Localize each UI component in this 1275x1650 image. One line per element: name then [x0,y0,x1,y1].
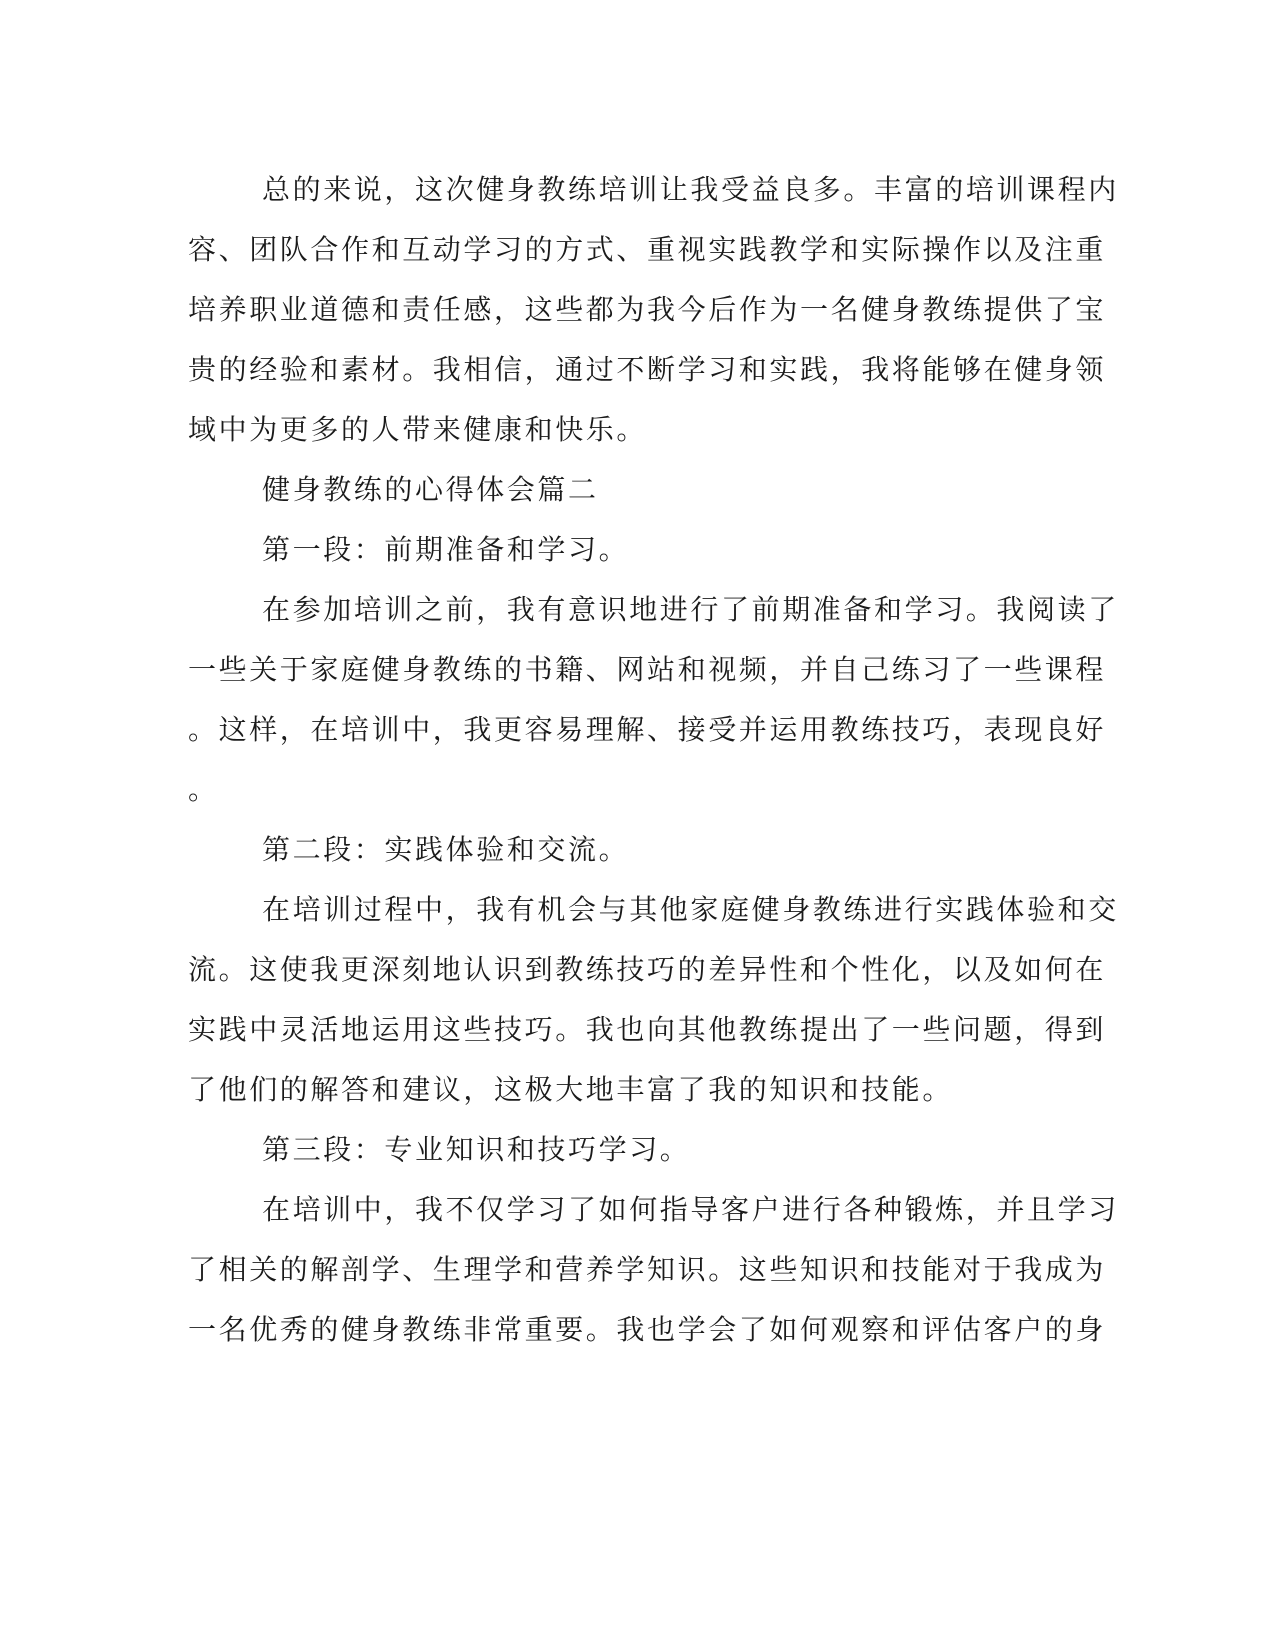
paragraph-summary-line: 容、团队合作和互动学习的方式、重视实践教学和实际操作以及注重 [188,233,1107,266]
section-title: 健身教练的心得体会篇二 [262,473,599,506]
paragraph-heading-1: 第一段：前期准备和学习。 [262,533,630,566]
paragraph-2-line: 了他们的解答和建议，这极大地丰富了我的知识和技能。 [188,1073,954,1106]
paragraph-1-line: 。这样，在培训中，我更容易理解、接受并运用教练技巧，表现良好 [188,713,1107,746]
paragraph-summary-line: 总的来说，这次健身教练培训让我受益良多。丰富的培训课程内 [262,173,1119,206]
paragraph-summary-line: 域中为更多的人带来健康和快乐。 [188,413,648,446]
paragraph-2-line: 流。这使我更深刻地认识到教练技巧的差异性和个性化，以及如何在 [188,953,1107,986]
paragraph-3-line: 了相关的解剖学、生理学和营养学知识。这些知识和技能对于我成为 [188,1253,1107,1286]
paragraph-heading-3: 第三段：专业知识和技巧学习。 [262,1133,691,1166]
paragraph-heading-2: 第二段：实践体验和交流。 [262,833,630,866]
paragraph-1-line: 一些关于家庭健身教练的书籍、网站和视频，并自己练习了一些课程 [188,653,1107,686]
paragraph-2-line: 实践中灵活地运用这些技巧。我也向其他教练提出了一些问题，得到 [188,1013,1107,1046]
paragraph-1-line: 在参加培训之前，我有意识地进行了前期准备和学习。我阅读了 [262,593,1119,626]
paragraph-1-line: 。 [188,773,219,806]
paragraph-3-line: 一名优秀的健身教练非常重要。我也学会了如何观察和评估客户的身 [188,1313,1107,1346]
paragraph-3-line: 在培训中，我不仅学习了如何指导客户进行各种锻炼，并且学习 [262,1193,1119,1226]
document-body [188,160,1119,1360]
paragraph-summary-line: 贵的经验和素材。我相信，通过不断学习和实践，我将能够在健身领 [188,353,1107,386]
paragraph-2-line: 在培训过程中，我有机会与其他家庭健身教练进行实践体验和交 [262,893,1119,926]
paragraph-summary-line: 培养职业道德和责任感，这些都为我今后作为一名健身教练提供了宝 [188,293,1107,326]
